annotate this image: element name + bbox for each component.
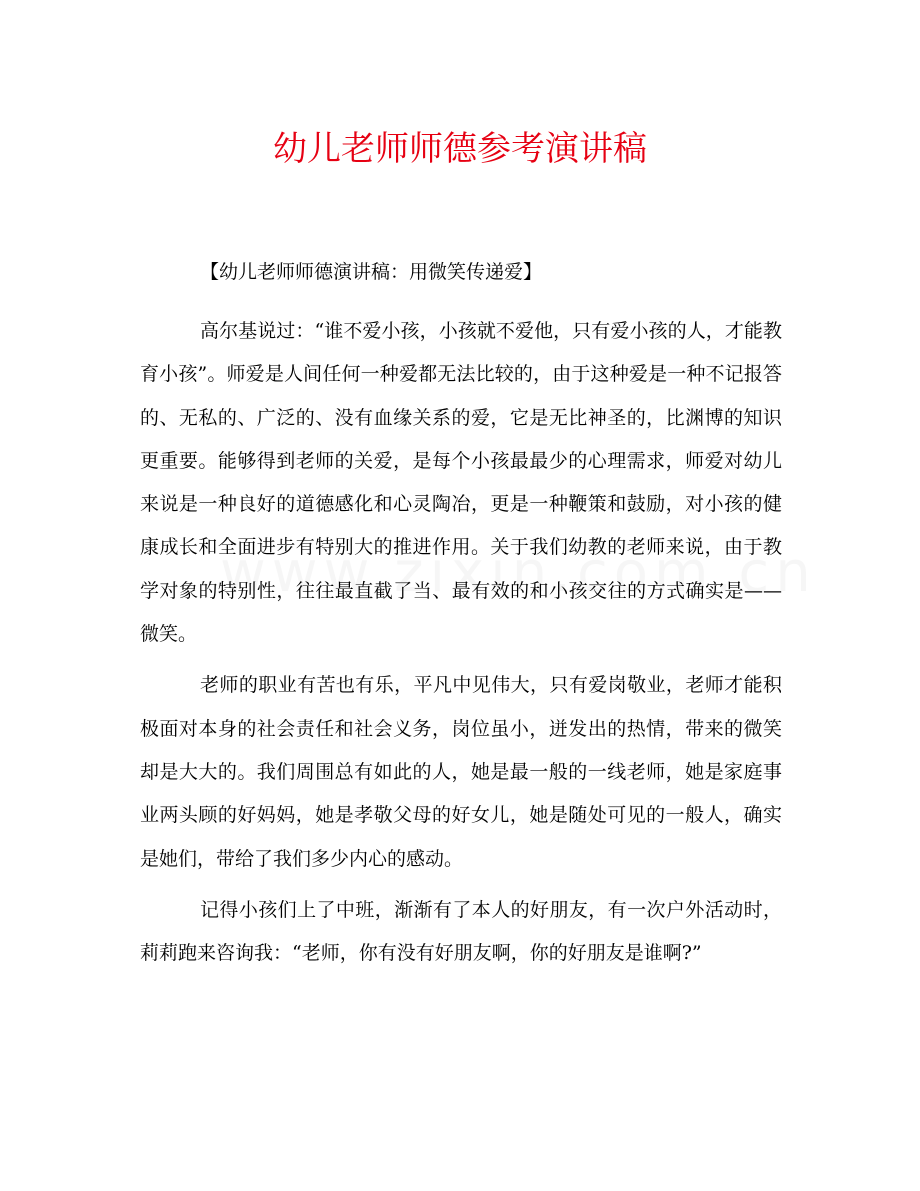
- document-title: 幼儿老师师德参考演讲稿: [273, 129, 647, 169]
- document-body: [140, 250, 782, 975]
- paragraph-2: 老师的职业有苦也有乐，平凡中见伟大，只有爱岗敬业，老师才能积极面对本身的社会责任和社会义务，岗位虽小，迸发出的热情，带来的微笑却是大大的。我们周围总有如此的人，她是最一般的一线老师，她是家庭事业两头顾的好妈妈，她是孝敬父母的好女儿，她是随处可见的一般人，确实是她们，带给了我们多少内心的感动。: [140, 674, 782, 870]
- section-heading: 【幼儿老师师德演讲稿：用微笑传递爱】: [200, 261, 543, 283]
- paragraph-1: 高尔基说过：“谁不爱小孩，小孩就不爱他，只有爱小孩的人，才能教育小孩”。师爱是人间任何一种爱都无法比较的，由于这种爱是一种不记报答的、无私的、广泛的、没有血缘关系的爱，它是无比神圣的，比渊博的知识更重要。能够得到老师的关爱，是每个小孩最最少的心理需求，师爱对幼儿来说是一种良好的道德感化和心灵陶冶，更是一种鞭策和鼓励，对小孩的健康成长和全面进步有特别大的推进作用。关于我们幼教的老师来说，由于教学对象的特别性，往往最直截了当、最有效的和小孩交往的方式确实是——微笑。: [140, 320, 782, 646]
- paragraph-3: 记得小孩们上了中班，渐渐有了本人的好朋友，有一次户外活动时，莉莉跑来咨询我：“老师，你有没有好朋友啊，你的好朋友是谁啊?”: [140, 898, 782, 965]
